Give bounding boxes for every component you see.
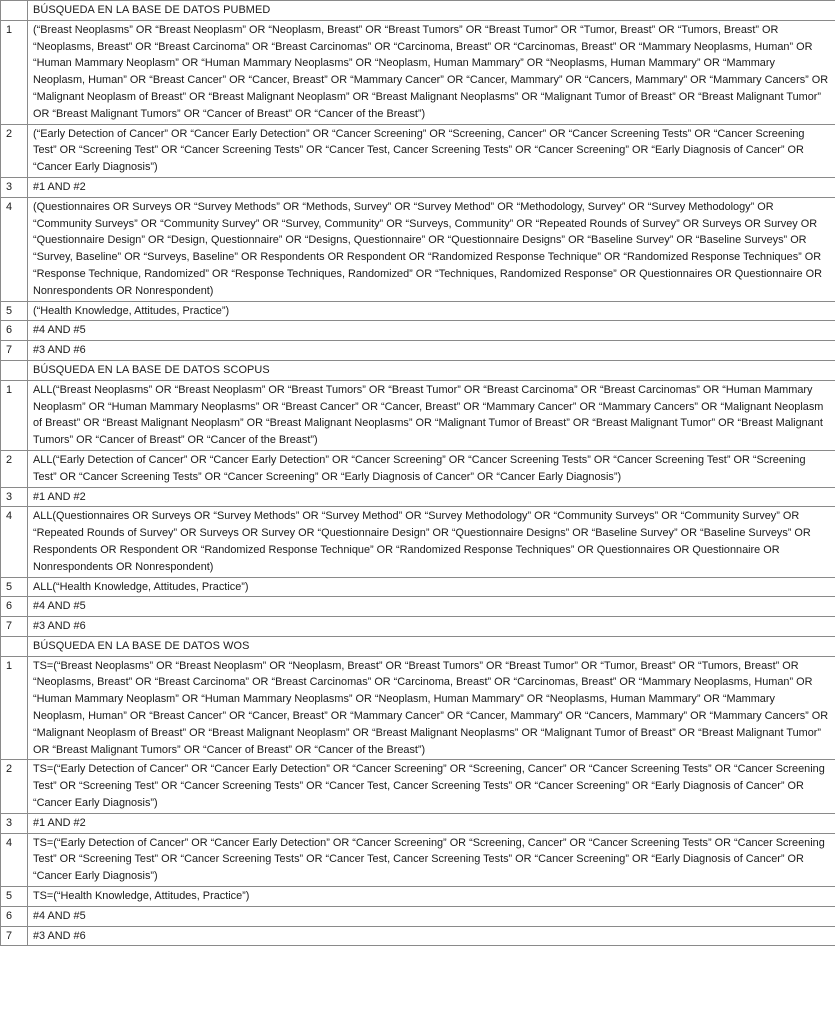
row-number: 2 [1,760,28,813]
row-number: 3 [1,813,28,833]
row-number: 1 [1,656,28,760]
search-query: #3 AND #6 [28,926,835,946]
table-row [1,597,835,617]
table-row [1,20,835,124]
row-number: 4 [1,197,28,301]
table-row [1,321,835,341]
search-query: #4 AND #5 [28,597,835,617]
row-number: 2 [1,124,28,177]
search-query: (“Health Knowledge, Attitudes, Practice”) [28,301,835,321]
search-query: #4 AND #5 [28,906,835,926]
search-query: #3 AND #6 [28,341,835,361]
row-number: 6 [1,906,28,926]
section-header-blank-cell [1,1,28,21]
table-row [1,487,835,507]
section-title: BÚSQUEDA EN LA BASE DE DATOS SCOPUS [28,360,835,380]
search-strategy-body [1,1,835,946]
search-query: #1 AND #2 [28,813,835,833]
section-header-row [1,636,835,656]
row-number: 7 [1,926,28,946]
table-row [1,341,835,361]
table-row [1,813,835,833]
row-number: 1 [1,20,28,124]
table-row [1,617,835,637]
section-title: BÚSQUEDA EN LA BASE DE DATOS PUBMED [28,1,835,21]
search-query: TS=(“Breast Neoplasms” OR “Breast Neoplasm” OR “Neoplasm, Breast” OR “Breast Tumors” OR “Breast Tumor” OR “Tumor, Breast” OR “Tumors, Breast” OR “Neoplasms, Breast” OR “Breast Carcinoma” OR “Breast Carcinomas” OR “Carcinoma, Breast” OR “Carcinomas, Breast” OR “Mammary Neoplasms, Human” OR “Human Mammary Neoplasm” OR “Human Mammary Neoplasms” OR “Neoplasm, Human Mammary” OR “Neoplasms, Human Mammary” OR “Mammary Neoplasm, Human” OR “Breast Cancer” OR “Cancer, Breast” OR “Mammary Cancer” OR “Cancer, Mammary” OR “Cancers, Mammary” OR “Mammary Cancers” OR “Malignant Neoplasm of Breast” OR “Breast Malignant Neoplasm” OR “Breast Malignant Neoplasms” OR “Malignant Tumor of Breast” OR “Breast Malignant Tumor” OR “Breast Malignant Tumors” OR “Cancer of Breast” OR “Cancer of the Breast”) [28,656,835,760]
table-row [1,577,835,597]
row-number: 6 [1,321,28,341]
row-number: 7 [1,341,28,361]
table-row [1,177,835,197]
search-query: TS=(“Early Detection of Cancer” OR “Cancer Early Detection” OR “Cancer Screening” OR “Screening, Cancer” OR “Cancer Screening Tests” OR “Cancer Screening Test” OR “Screening Test” OR “Cancer Screening Tests” OR “Cancer Test, Cancer Screening Tests” OR “Cancer Screening” OR “Early Diagnosis of Cancer” OR “Cancer Early Diagnosis”) [28,833,835,886]
row-number: 3 [1,177,28,197]
search-query: TS=(“Health Knowledge, Attitudes, Practice”) [28,887,835,907]
row-number: 5 [1,301,28,321]
table-row [1,887,835,907]
row-number: 5 [1,577,28,597]
row-number: 3 [1,487,28,507]
table-row [1,656,835,760]
table-row [1,301,835,321]
search-query: ALL(“Early Detection of Cancer” OR “Cancer Early Detection” OR “Cancer Screening” OR “Cancer Screening Tests” OR “Cancer Screening Test” OR “Screening Test” OR “Cancer Screening Tests” OR “Cancer Screening” OR “Early Diagnosis of Cancer” OR “Cancer Early Diagnosis”) [28,450,835,487]
search-query: (Questionnaires OR Surveys OR “Survey Methods” OR “Methods, Survey” OR “Survey Method” OR “Methodology, Survey” OR “Survey Methodology” OR “Community Surveys” OR “Community Survey” OR “Survey, Community” OR “Surveys, Community” OR “Repeated Rounds of Survey” OR Surveys OR Survey OR “Questionnaire Design” OR “Design, Questionnaire” OR “Designs, Questionnaire” OR “Questionnaire Designs” OR “Baseline Survey” OR “Baseline Surveys” OR “Survey, Baseline” OR “Surveys, Baseline” OR Respondents OR Respondent OR “Randomized Response Technique” OR “Randomized Response Techniques” OR “Response Technique, Randomized” OR “Response Techniques, Randomized” OR “Techniques, Randomized Response” OR Questionnaires OR Questionnaire OR Nonrespondents OR Nonrespondent) [28,197,835,301]
search-query: ALL(Questionnaires OR Surveys OR “Survey Methods” OR “Survey Method” OR “Survey Methodology” OR “Community Surveys” OR “Community Survey” OR “Repeated Rounds of Survey” OR Surveys OR Survey OR “Questionnaire Design” OR “Questionnaire Designs” OR “Baseline Survey” OR “Baseline Surveys” OR Respondents OR Respondent OR “Randomized Response Technique” OR “Randomized Response Techniques” OR Questionnaires OR Questionnaire OR Nonrespondents OR Nonrespondent) [28,507,835,577]
row-number: 7 [1,617,28,637]
search-query: ALL(“Health Knowledge, Attitudes, Practice”) [28,577,835,597]
row-number: 2 [1,450,28,487]
table-row [1,833,835,886]
table-row [1,507,835,577]
table-row [1,450,835,487]
row-number: 1 [1,380,28,450]
search-query: #4 AND #5 [28,321,835,341]
table-row [1,380,835,450]
table-row [1,124,835,177]
search-query: TS=(“Early Detection of Cancer” OR “Cancer Early Detection” OR “Cancer Screening” OR “Screening, Cancer” OR “Cancer Screening Tests” OR “Cancer Screening Test” OR “Screening Test” OR “Cancer Screening Tests” OR “Cancer Test, Cancer Screening Tests” OR “Cancer Screening” OR “Early Diagnosis of Cancer” OR “Cancer Early Diagnosis”) [28,760,835,813]
section-header-row [1,1,835,21]
search-query: (“Breast Neoplasms” OR “Breast Neoplasm” OR “Neoplasm, Breast” OR “Breast Tumors” OR “Breast Tumor” OR “Tumor, Breast” OR “Tumors, Breast” OR “Neoplasms, Breast” OR “Breast Carcinoma” OR “Breast Carcinomas” OR “Carcinoma, Breast” OR “Carcinomas, Breast” OR “Mammary Neoplasms, Human” OR “Human Mammary Neoplasm” OR “Human Mammary Neoplasms” OR “Neoplasm, Human Mammary” OR “Neoplasms, Human Mammary” OR “Mammary Neoplasm, Human” OR “Breast Cancer” OR “Cancer, Breast” OR “Mammary Cancer” OR “Cancer, Mammary” OR “Cancers, Mammary” OR “Mammary Cancers” OR “Malignant Neoplasm of Breast” OR “Breast Malignant Neoplasm” OR “Breast Malignant Neoplasms” OR “Malignant Tumor of Breast” OR “Breast Malignant Tumor” OR “Breast Malignant Tumors” OR “Cancer of Breast” OR “Cancer of the Breast”) [28,20,835,124]
section-title: BÚSQUEDA EN LA BASE DE DATOS WOS [28,636,835,656]
section-header-blank-cell [1,636,28,656]
row-number: 5 [1,887,28,907]
row-number: 4 [1,833,28,886]
search-query: (“Early Detection of Cancer” OR “Cancer Early Detection” OR “Cancer Screening” OR “Screening, Cancer” OR “Cancer Screening Tests” OR “Cancer Screening Test” OR “Screening Test” OR “Cancer Screening Tests” OR “Cancer Test, Cancer Screening Tests” OR “Cancer Screening” OR “Early Diagnosis of Cancer” OR “Cancer Early Diagnosis”) [28,124,835,177]
search-query: #3 AND #6 [28,617,835,637]
row-number: 4 [1,507,28,577]
search-query: #1 AND #2 [28,177,835,197]
table-row [1,906,835,926]
table-row [1,926,835,946]
search-query: ALL(“Breast Neoplasms” OR “Breast Neoplasm” OR “Breast Tumors” OR “Breast Tumor” OR “Breast Carcinoma” OR “Breast Carcinomas” OR “Human Mammary Neoplasm” OR “Human Mammary Neoplasms” OR “Breast Cancer” OR “Cancer, Breast” OR “Mammary Cancer” OR “Mammary Cancers” OR “Malignant Neoplasm of Breast” OR “Breast Malignant Neoplasm” OR “Breast Malignant Neoplasms” OR “Malignant Tumor of Breast” OR “Breast Malignant Tumor” OR “Breast Malignant Tumors” OR “Cancer of Breast” OR “Cancer of the Breast”) [28,380,835,450]
table-row [1,197,835,301]
section-header-blank-cell [1,360,28,380]
section-header-row [1,360,835,380]
table-row [1,760,835,813]
row-number: 6 [1,597,28,617]
search-query: #1 AND #2 [28,487,835,507]
